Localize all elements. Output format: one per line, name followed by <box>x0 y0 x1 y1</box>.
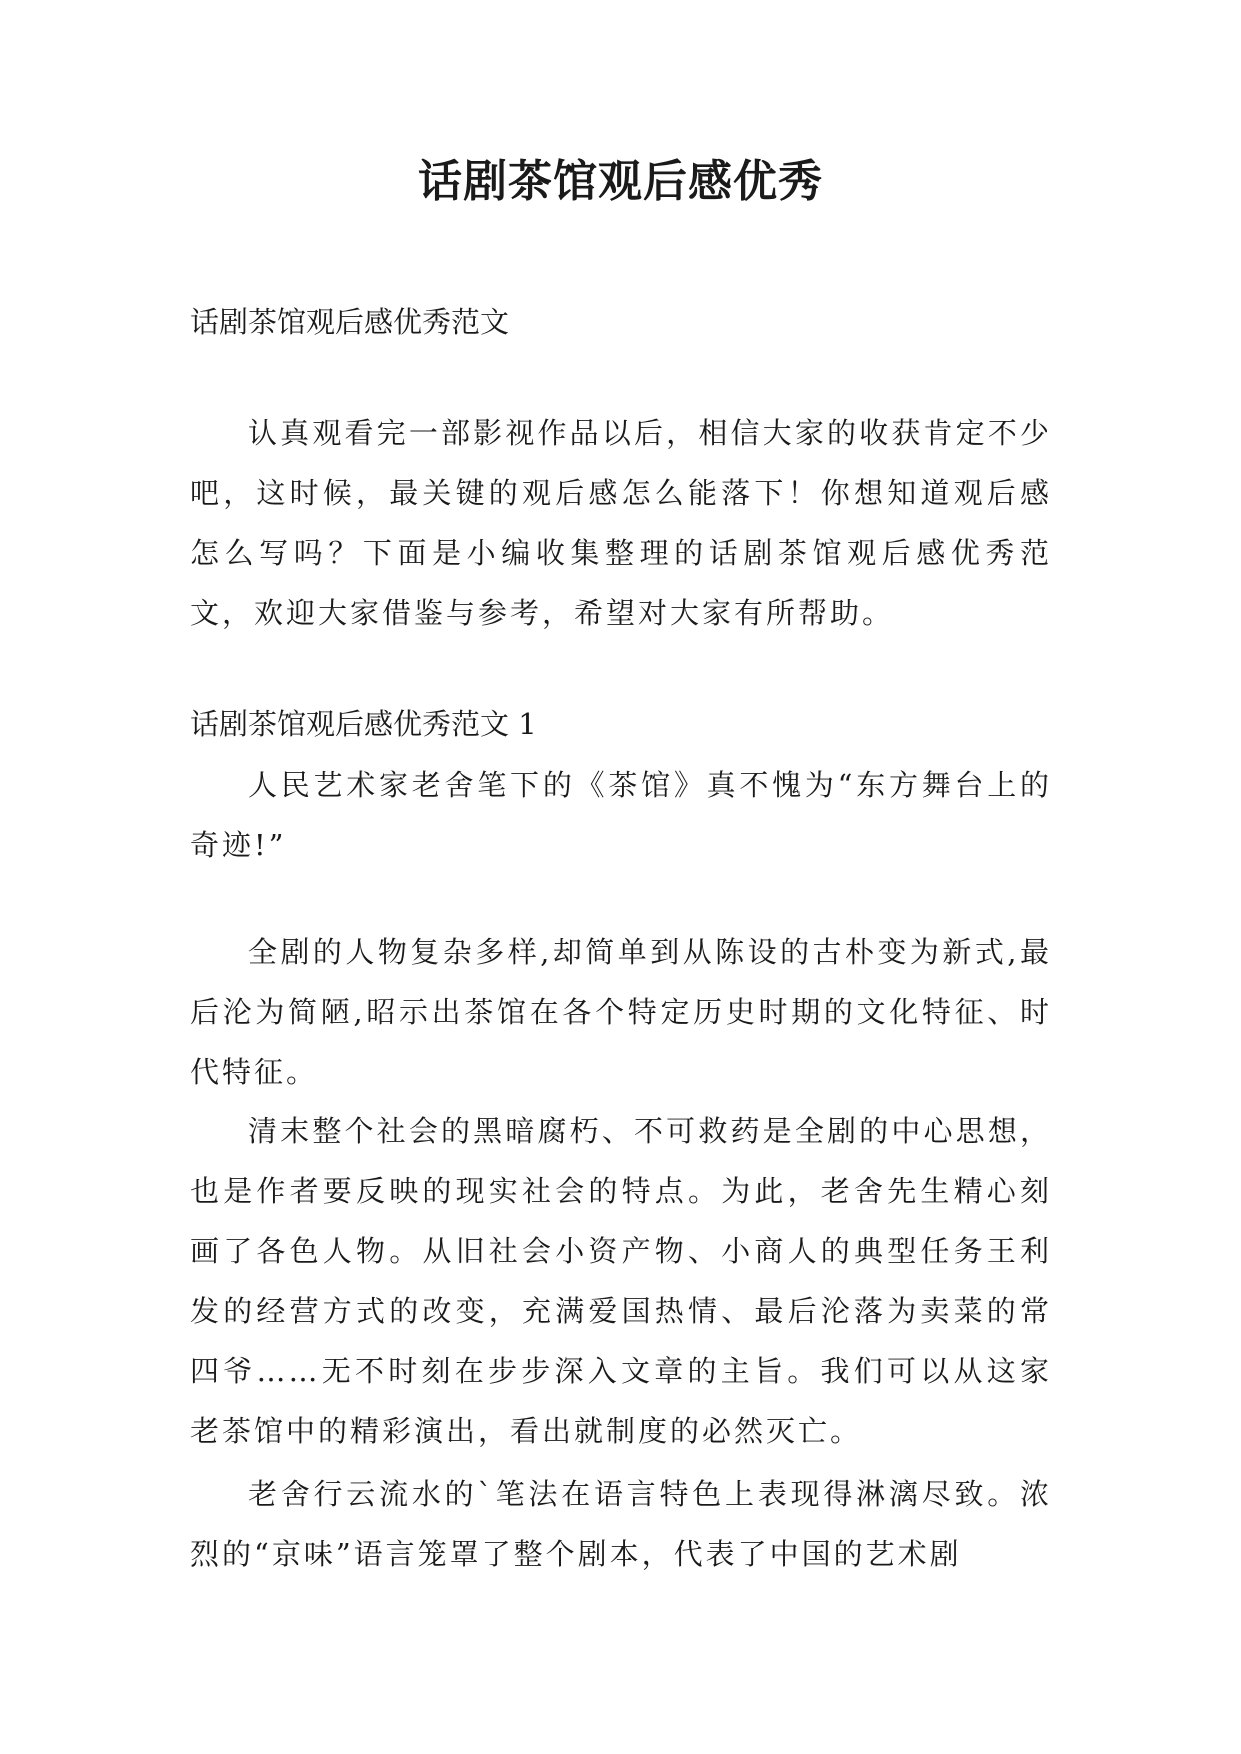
section-heading: 话剧茶馆观后感优秀范文 1 <box>190 707 537 741</box>
body-paragraph: 全剧的人物复杂多样,却简单到从陈设的古朴变为新式,最后沦为简陋,昭示出茶馆在各个特定历史时期的文化特征、时代特征。 <box>190 935 1052 1089</box>
intro-paragraph: 认真观看完一部影视作品以后，相信大家的收获肯定不少吧，这时候，最关键的观后感怎么能落下！你想知道观后感怎么写吗？下面是小编收集整理的话剧茶馆观后感优秀范文，欢迎大家借鉴与参考，希望对大家有所帮助。 <box>190 416 1052 630</box>
body-paragraph: 人民艺术家老舍笔下的《茶馆》真不愧为“东方舞台上的奇迹!” <box>190 768 1052 862</box>
document-title: 话剧茶馆观后感优秀 <box>418 156 823 207</box>
body-paragraph: 清末整个社会的黑暗腐朽、不可救药是全剧的中心思想，也是作者要反映的现实社会的特点。为此，老舍先生精心刻画了各色人物。从旧社会小资产物、小商人的典型任务王利发的经营方式的改变，充满爱国热情、最后沦落为卖菜的常四爷……无不时刻在步步深入文章的主旨。我们可以从这家老茶馆中的精彩演出，看出就制度的必然灭亡。 <box>190 1114 1052 1448</box>
document-subtitle: 话剧茶馆观后感优秀范文 <box>190 305 510 339</box>
body-paragraph: 老舍行云流水的`笔法在语言特色上表现得淋漓尽致。浓烈的“京味”语言笼罩了整个剧本，代表了中国的艺术剧 <box>190 1477 1052 1571</box>
